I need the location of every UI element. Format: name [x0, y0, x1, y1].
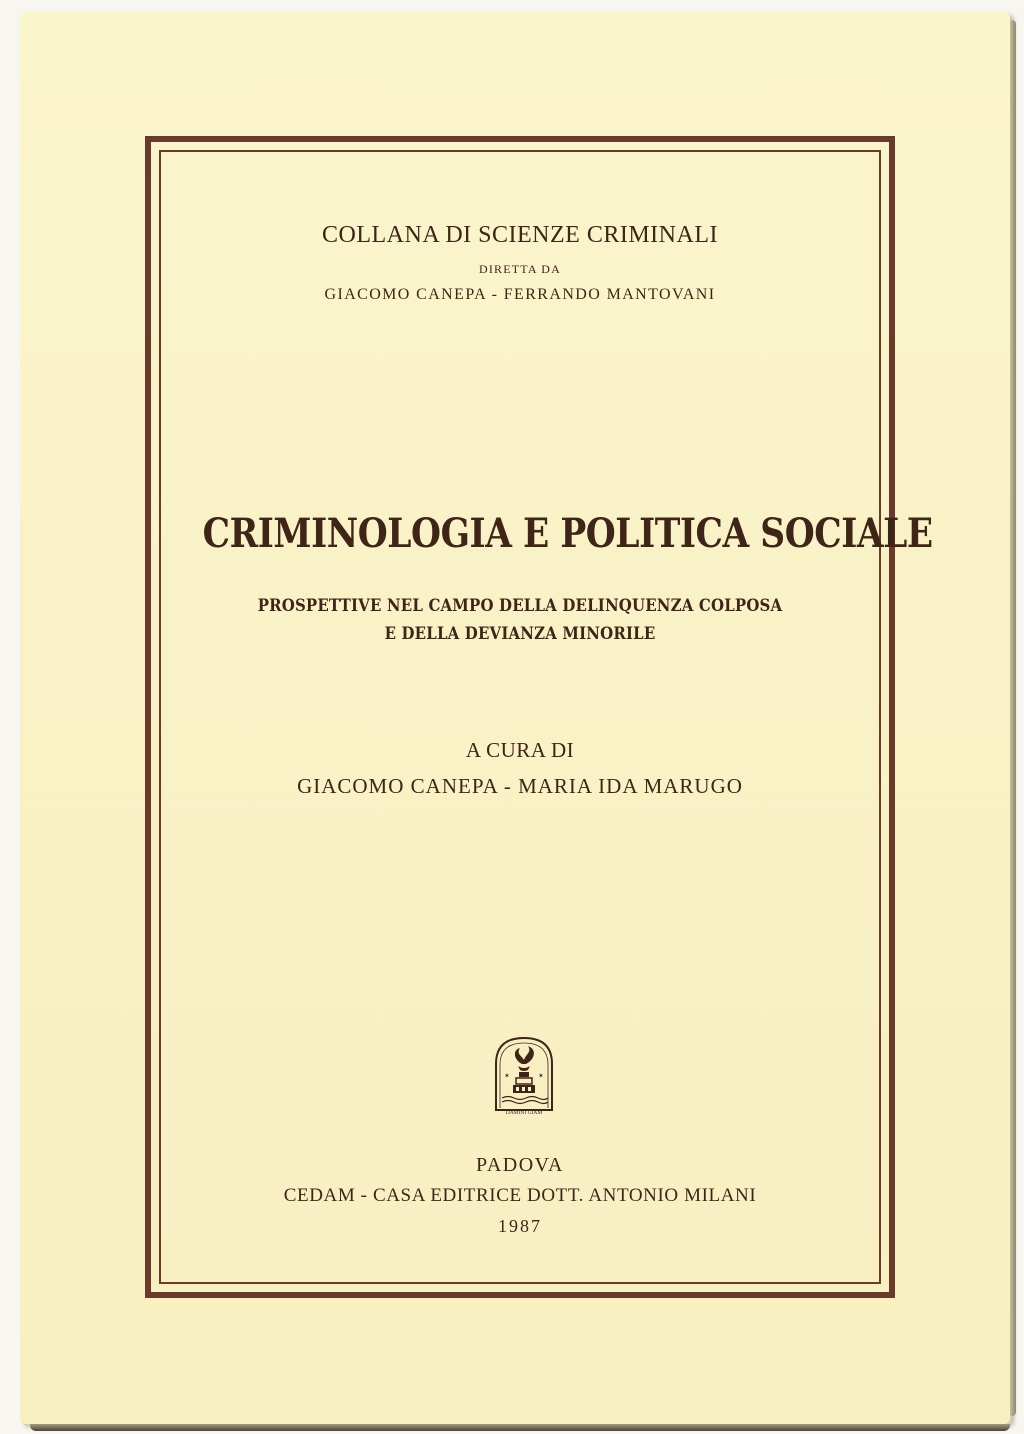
svg-text:✶: ✶	[504, 1072, 510, 1080]
directed-by-label: DIRETTA DA	[478, 262, 562, 276]
publisher-name: CEDAM - CASA EDITRICE DOTT. ANTONIO MILANI	[283, 1185, 757, 1206]
book-subtitle-line-2: E DELLA DEVIANZA MINORILE	[384, 624, 656, 644]
curated-by-label: A CURA DI	[465, 738, 575, 762]
series-name: COLLANA DI SCIENZE CRIMINALI	[322, 222, 718, 248]
series-editors: GIACOMO CANEPA - FERRANDO MANTOVANI	[324, 286, 716, 303]
book-subtitle-line-1: PROSPETTIVE NEL CAMPO DELLA DELINQUENZA COLPOSA	[257, 596, 783, 616]
book-cover	[20, 12, 1010, 1424]
cover-right-edge	[1010, 20, 1016, 1416]
publication-year: 1987	[498, 1216, 542, 1236]
svg-text:✶: ✶	[538, 1072, 544, 1080]
curators-names: GIACOMO CANEPA - MARIA IDA MARUGO	[297, 774, 743, 798]
cover-frame	[145, 136, 933, 1298]
emblem-motto: DAMINI GIAM	[505, 1110, 543, 1116]
publication-city: PADOVA	[476, 1154, 564, 1176]
cover-bottom-edge	[30, 1424, 1010, 1431]
publisher-emblem-icon	[492, 1034, 556, 1116]
book-title: CRIMINOLOGIA E POLITICA SOCIALE	[202, 510, 933, 557]
